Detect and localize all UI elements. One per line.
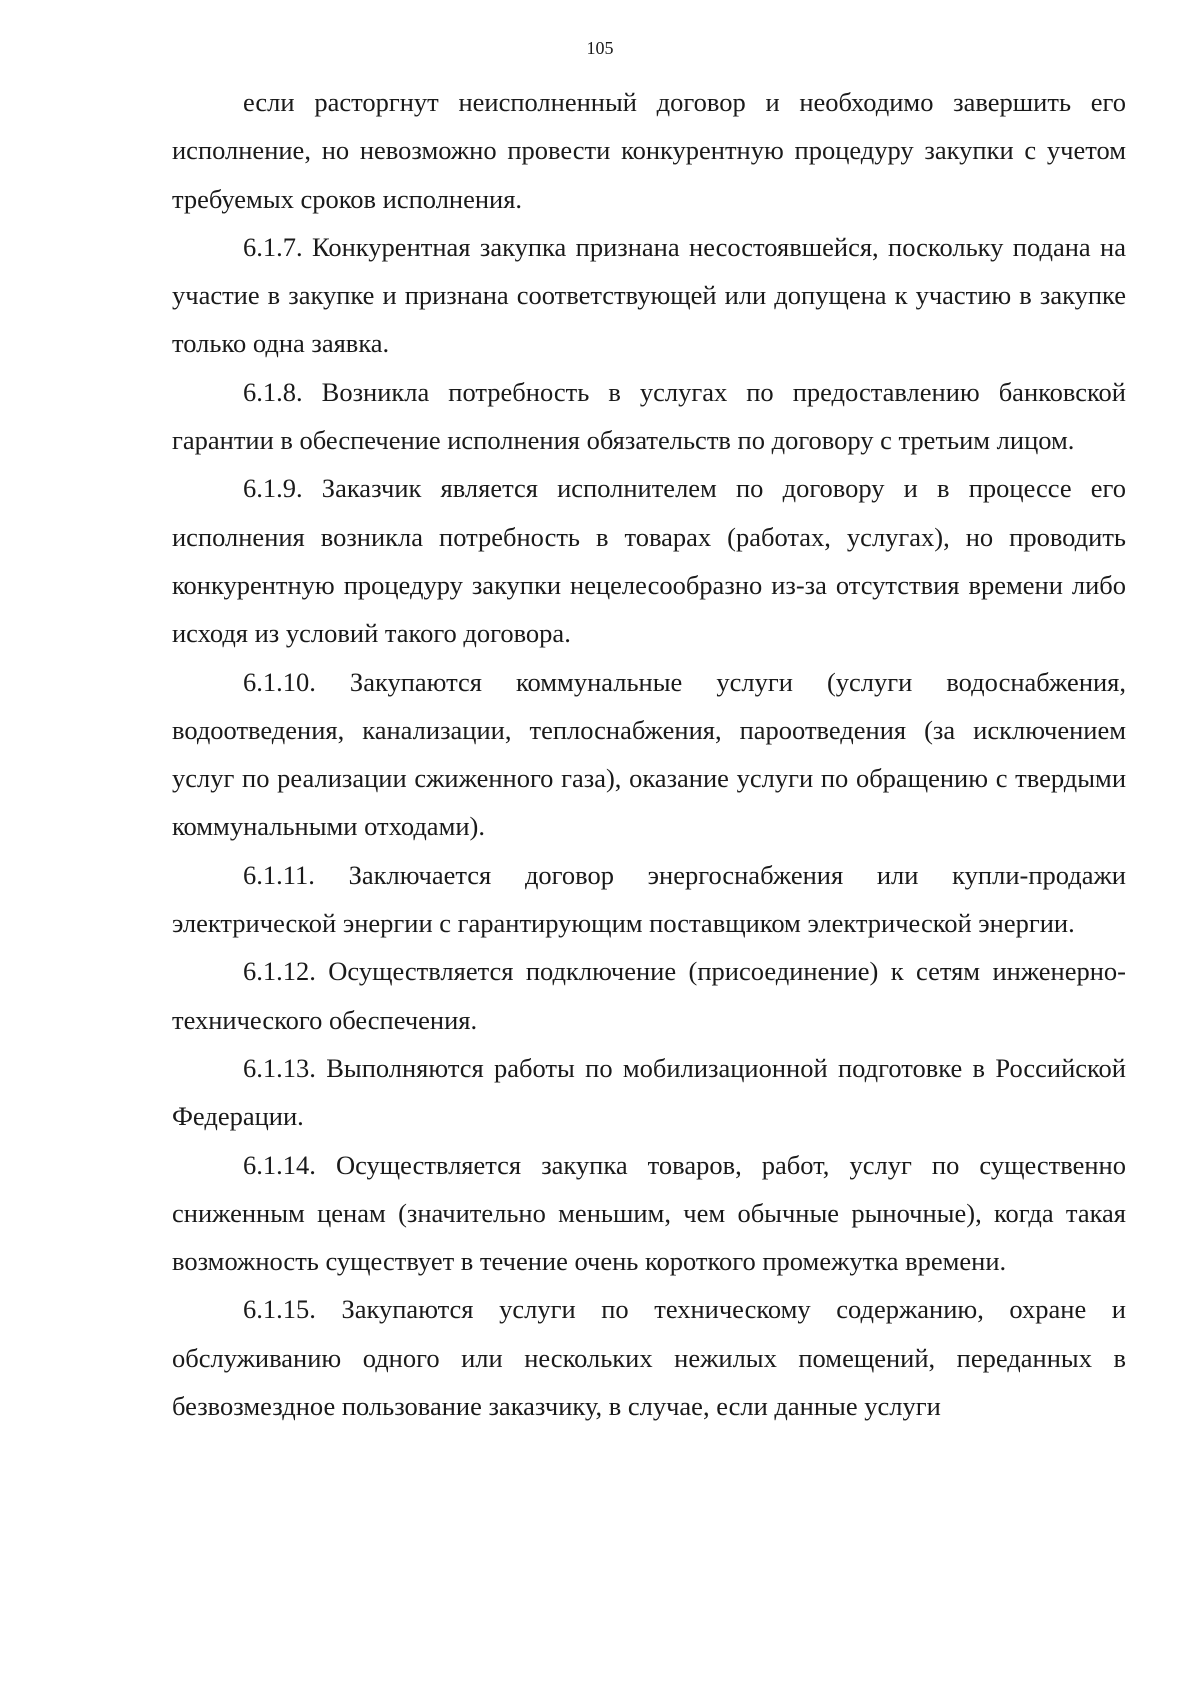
- paragraph-6-1-11: 6.1.11. Заключается договор энергоснабжения или купли-продажи электрической энергии с гарантирующим поставщиком электрической энергии.: [172, 859, 1126, 939]
- paragraph-6-1-10: 6.1.10. Закупаются коммунальные услуги (услуги водоснабжения, водоотведения, канализации, теплоснабжения, пароотведения (за исключением услуг по реализации сжиженного газа), оказание услуги по обращению с твердыми коммунальными отходами).: [172, 666, 1126, 842]
- paragraph-6-1-7: 6.1.7. Конкурентная закупка признана несостоявшейся, поскольку подана на участие в закупке и признана соответствующей или допущена к участию в закупке только одна заявка.: [172, 231, 1126, 359]
- paragraph-6-1-8: 6.1.8. Возникла потребность в услугах по предоставлению банковской гарантии в обеспечение исполнения обязательств по договору с третьим лицом.: [172, 376, 1126, 456]
- paragraph-6-1-14: 6.1.14. Осуществляется закупка товаров, работ, услуг по существенно сниженным ценам (значительно меньшим, чем обычные рыночные), когда такая возможность существует в течение очень короткого промежутка времени.: [172, 1149, 1126, 1277]
- paragraph-6-1-12: 6.1.12. Осуществляется подключение (присоединение) к сетям инженерно-технического обеспечения.: [172, 956, 1126, 1035]
- paragraph-6-1-13: 6.1.13. Выполняются работы по мобилизационной подготовке в Российской Федерации.: [172, 1052, 1126, 1132]
- body-text: [172, 78, 1126, 1430]
- paragraph-continuation: если расторгнут неисполненный договор и необходимо завершить его исполнение, но невозможно провести конкурентную процедуру закупки с учетом требуемых сроков исполнения.: [172, 87, 1126, 214]
- paragraph-6-1-15: 6.1.15. Закупаются услуги по техническому содержанию, охране и обслуживанию одного или нескольких нежилых помещений, переданных в безвозмездное пользование заказчику, в случае, если данные услуги: [172, 1294, 1126, 1422]
- paragraph-6-1-9: 6.1.9. Заказчик является исполнителем по договору и в процессе его исполнения возникла потребность в товарах (работах, услугах), но проводить конкурентную процедуру закупки нецелесообразно из-за отсутствия времени либо исходя из условий такого договора.: [172, 473, 1126, 649]
- page-number: 105: [586, 38, 614, 58]
